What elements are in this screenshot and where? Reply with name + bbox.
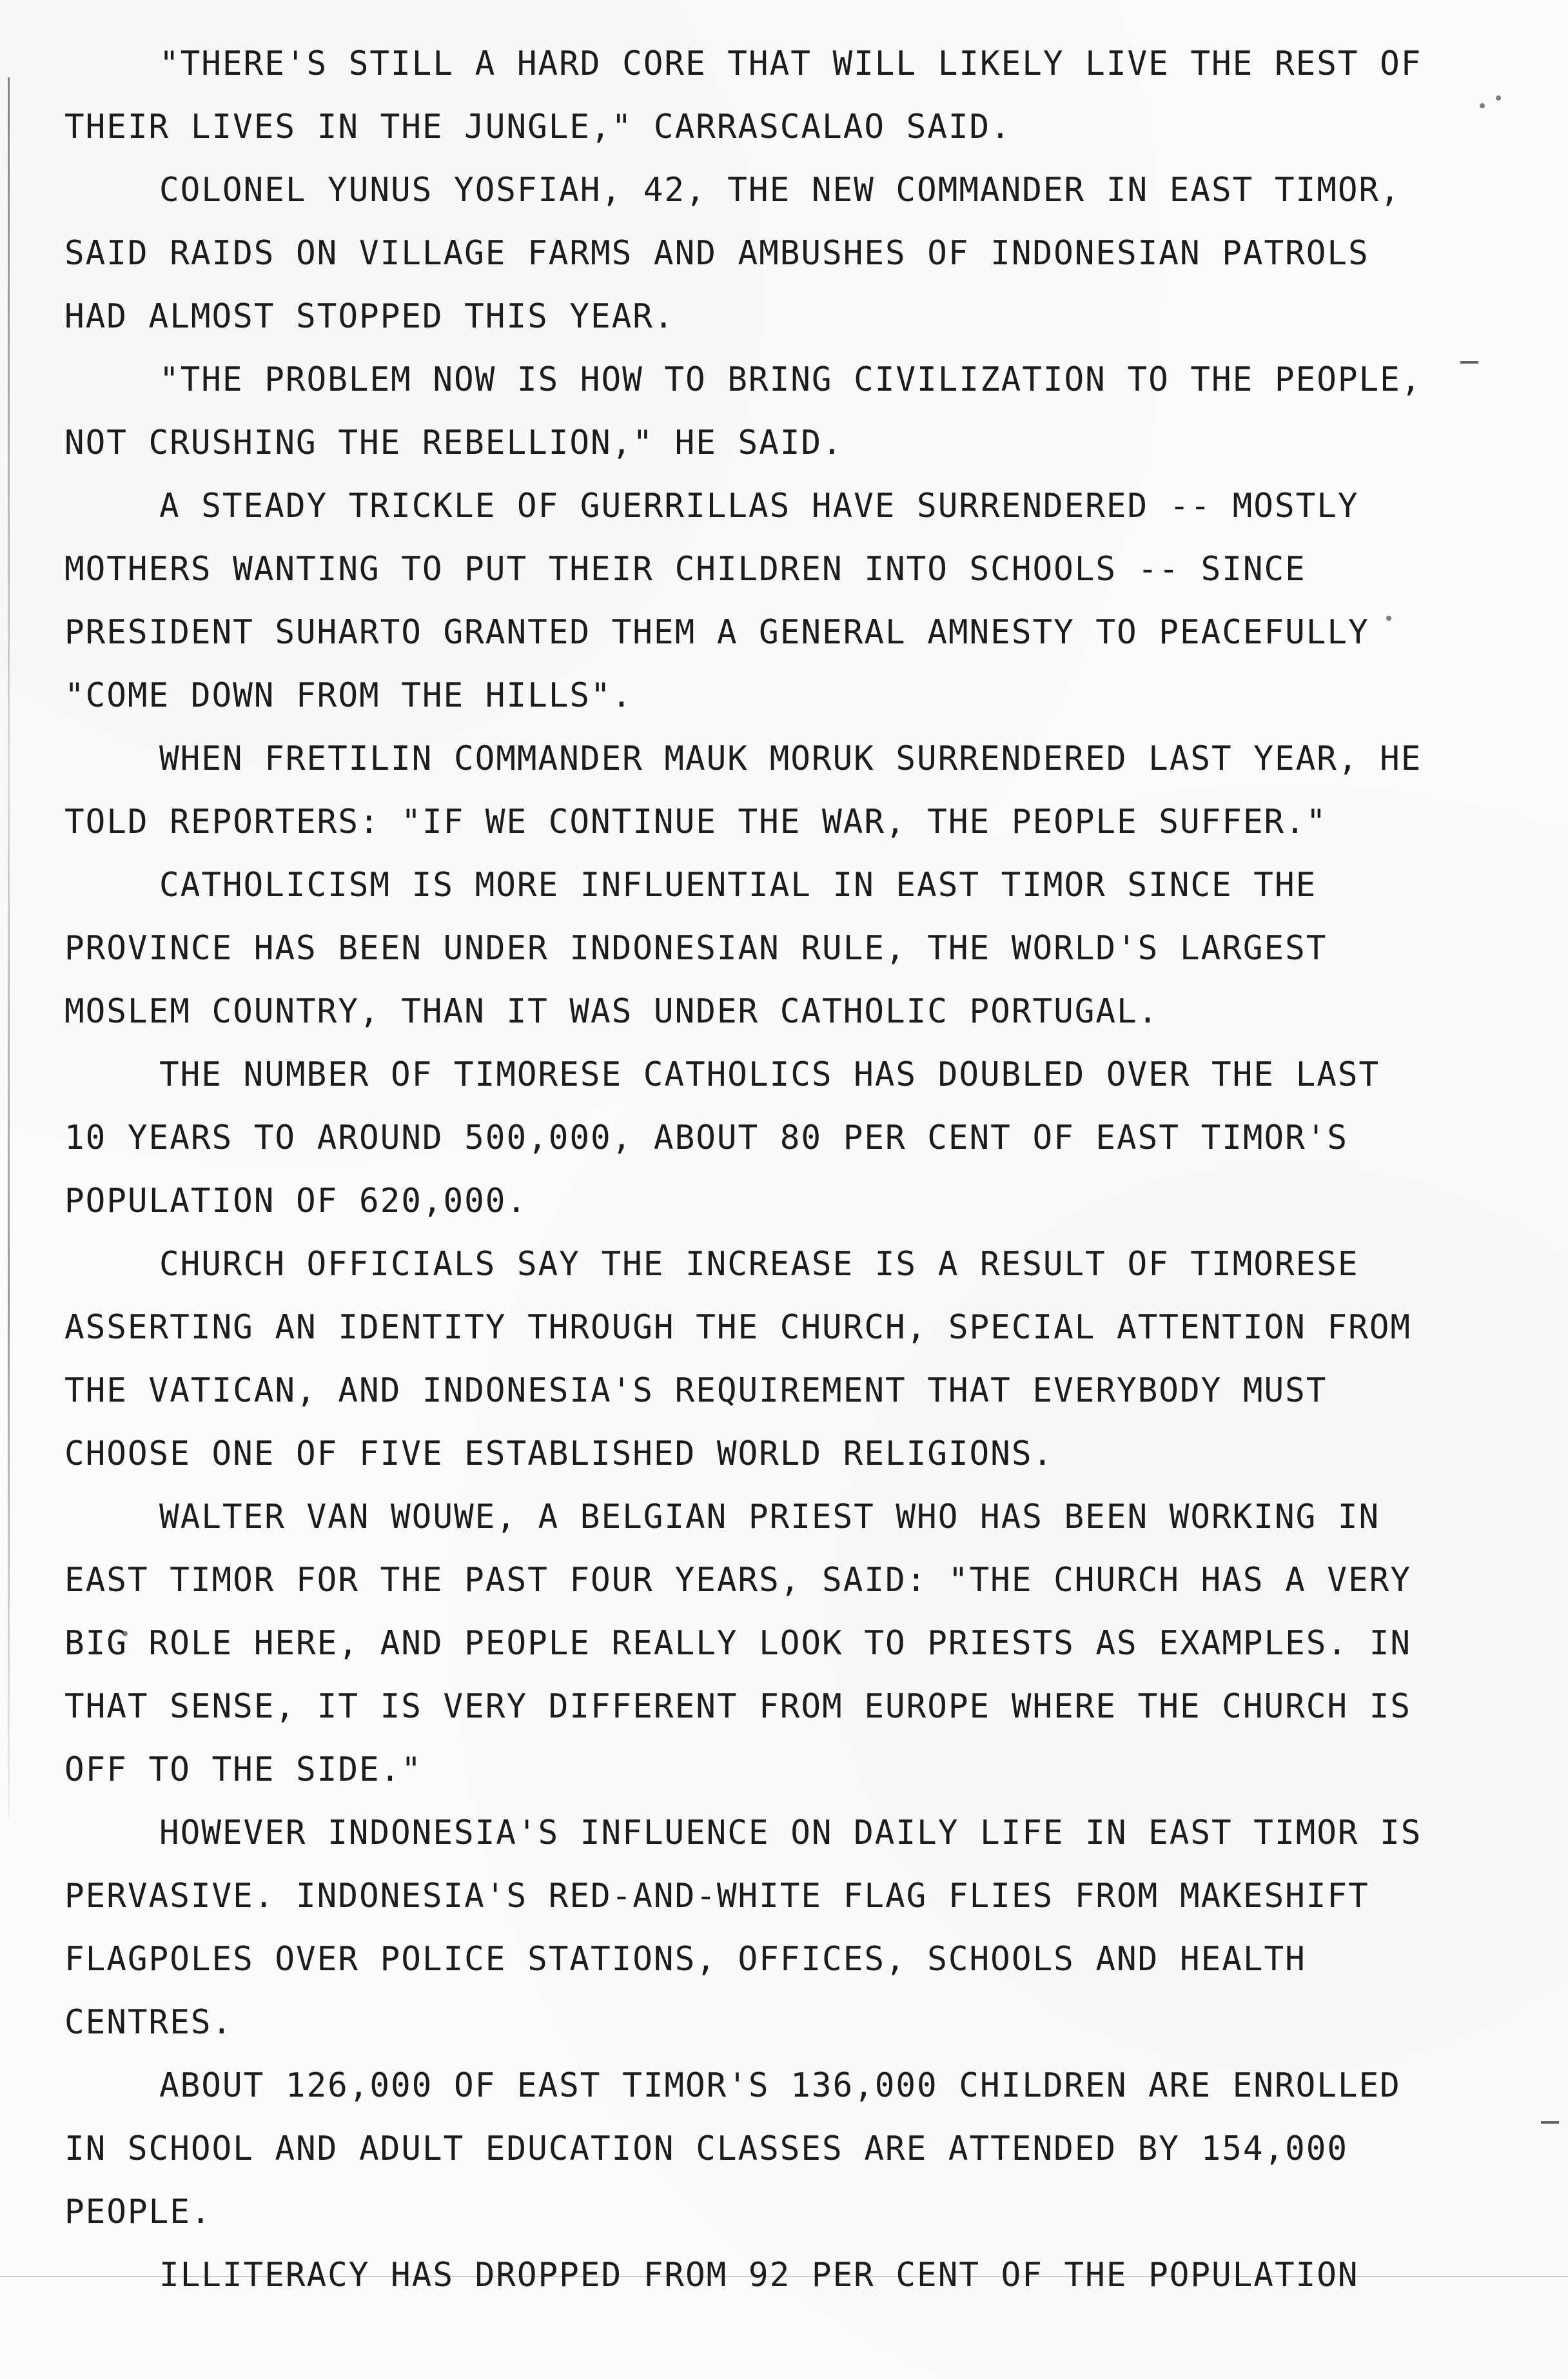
text-line: CENTRES. [64, 2003, 233, 2042]
text-line: MOSLEM COUNTRY, THAN IT WAS UNDER CATHOLIC PORTUGAL. [64, 992, 1159, 1031]
text-line: 10 YEARS TO AROUND 500,000, ABOUT 80 PER CENT OF EAST TIMOR'S [64, 1119, 1349, 1157]
text-line: POPULATION OF 620,000. [64, 1182, 528, 1220]
text-line: CATHOLICISM IS MORE INFLUENTIAL IN EAST TIMOR SINCE THE [159, 866, 1317, 905]
text-line: HAD ALMOST STOPPED THIS YEAR. [64, 297, 675, 336]
text-line: A STEADY TRICKLE OF GUERRILLAS HAVE SURRENDERED -- MOSTLY [159, 487, 1359, 525]
text-line: THE NUMBER OF TIMORESE CATHOLICS HAS DOUBLED OVER THE LAST [159, 1055, 1380, 1094]
paragraph-illiteracy [64, 2244, 1406, 2307]
article-body [64, 32, 1422, 2307]
paragraph-church-officials [64, 1233, 1411, 1485]
text-line: IN SCHOOL AND ADULT EDUCATION CLASSES ARE ATTENDED BY 154,000 [64, 2129, 1349, 2168]
text-line: MOTHERS WANTING TO PUT THEIR CHILDREN INTO SCHOOLS -- SINCE [64, 550, 1306, 589]
scan-speck [1496, 95, 1501, 101]
text-line: THEIR LIVES IN THE JUNGLE," CARRASCALAO SAID. [64, 108, 1012, 146]
scan-mark [1460, 361, 1478, 364]
paragraph-priest-quote [64, 1485, 1411, 1801]
scan-speck [1480, 103, 1485, 108]
text-line: CHOOSE ONE OF FIVE ESTABLISHED WORLD RELIGIONS. [64, 1434, 1054, 1473]
text-line: ILLITERACY HAS DROPPED FROM 92 PER CENT OF THE POPULATION [159, 2256, 1359, 2295]
text-line: "THE PROBLEM NOW IS HOW TO BRING CIVILIZATION TO THE PEOPLE, [159, 360, 1422, 399]
text-line: WHEN FRETILIN COMMANDER MAUK MORUK SURRENDERED LAST YEAR, HE [159, 739, 1422, 778]
text-line: PERVASIVE. INDONESIA'S RED-AND-WHITE FLAG FLIES FROM MAKESHIFT [64, 1877, 1369, 1915]
paragraph-guerrillas [64, 475, 1406, 727]
paragraph-hard-core [64, 32, 1422, 159]
left-margin-rule [8, 77, 10, 1818]
text-line: "COME DOWN FROM THE HILLS". [64, 676, 633, 715]
text-line: "THERE'S STILL A HARD CORE THAT WILL LIKELY LIVE THE REST OF [159, 44, 1422, 83]
text-line: FLAGPOLES OVER POLICE STATIONS, OFFICES, SCHOOLS AND HEALTH [64, 1940, 1306, 1979]
text-line: WALTER VAN WOUWE, A BELGIAN PRIEST WHO HAS BEEN WORKING IN [159, 1498, 1380, 1536]
text-line: CHURCH OFFICIALS SAY THE INCREASE IS A RESULT OF TIMORESE [159, 1245, 1359, 1284]
text-line: PROVINCE HAS BEEN UNDER INDONESIAN RULE, THE WORLD'S LARGEST [64, 929, 1328, 968]
text-line: TOLD REPORTERS: "IF WE CONTINUE THE WAR, THE PEOPLE SUFFER." [64, 803, 1328, 841]
text-line: COLONEL YUNUS YOSFIAH, 42, THE NEW COMMANDER IN EAST TIMOR, [159, 171, 1401, 210]
paragraph-catholicism [64, 854, 1406, 1043]
text-line: PEOPLE. [64, 2193, 212, 2231]
scan-mark [1541, 2121, 1559, 2124]
paragraph-education [64, 2054, 1406, 2244]
text-line: ASSERTING AN IDENTITY THROUGH THE CHURCH, SPECIAL ATTENTION FROM [64, 1308, 1411, 1347]
paragraph-fretilin [64, 727, 1422, 854]
text-line: BIG ROLE HERE, AND PEOPLE REALLY LOOK TO PRIESTS AS EXAMPLES. IN [64, 1624, 1411, 1663]
text-line: THAT SENSE, IT IS VERY DIFFERENT FROM EUROPE WHERE THE CHURCH IS [64, 1687, 1411, 1726]
text-line: ABOUT 126,000 OF EAST TIMOR'S 136,000 CHILDREN ARE ENROLLED [159, 2066, 1401, 2105]
text-line: OFF TO THE SIDE." [64, 1750, 422, 1789]
paragraph-indonesian-influence [64, 1801, 1422, 2054]
text-line: THE VATICAN, AND INDONESIA'S REQUIREMENT THAT EVERYBODY MUST [64, 1371, 1328, 1410]
text-line: EAST TIMOR FOR THE PAST FOUR YEARS, SAID: "THE CHURCH HAS A VERY [64, 1561, 1411, 1600]
paragraph-commander [64, 159, 1406, 348]
text-line: PRESIDENT SUHARTO GRANTED THEM A GENERAL AMNESTY TO PEACEFULLY [64, 613, 1369, 652]
paragraph-civilization [64, 348, 1422, 475]
paragraph-catholic-numbers [64, 1043, 1406, 1233]
text-line: NOT CRUSHING THE REBELLION," HE SAID. [64, 424, 843, 462]
text-line: SAID RAIDS ON VILLAGE FARMS AND AMBUSHES OF INDONESIAN PATROLS [64, 234, 1369, 273]
text-line: HOWEVER INDONESIA'S INFLUENCE ON DAILY LIFE IN EAST TIMOR IS [159, 1814, 1422, 1852]
